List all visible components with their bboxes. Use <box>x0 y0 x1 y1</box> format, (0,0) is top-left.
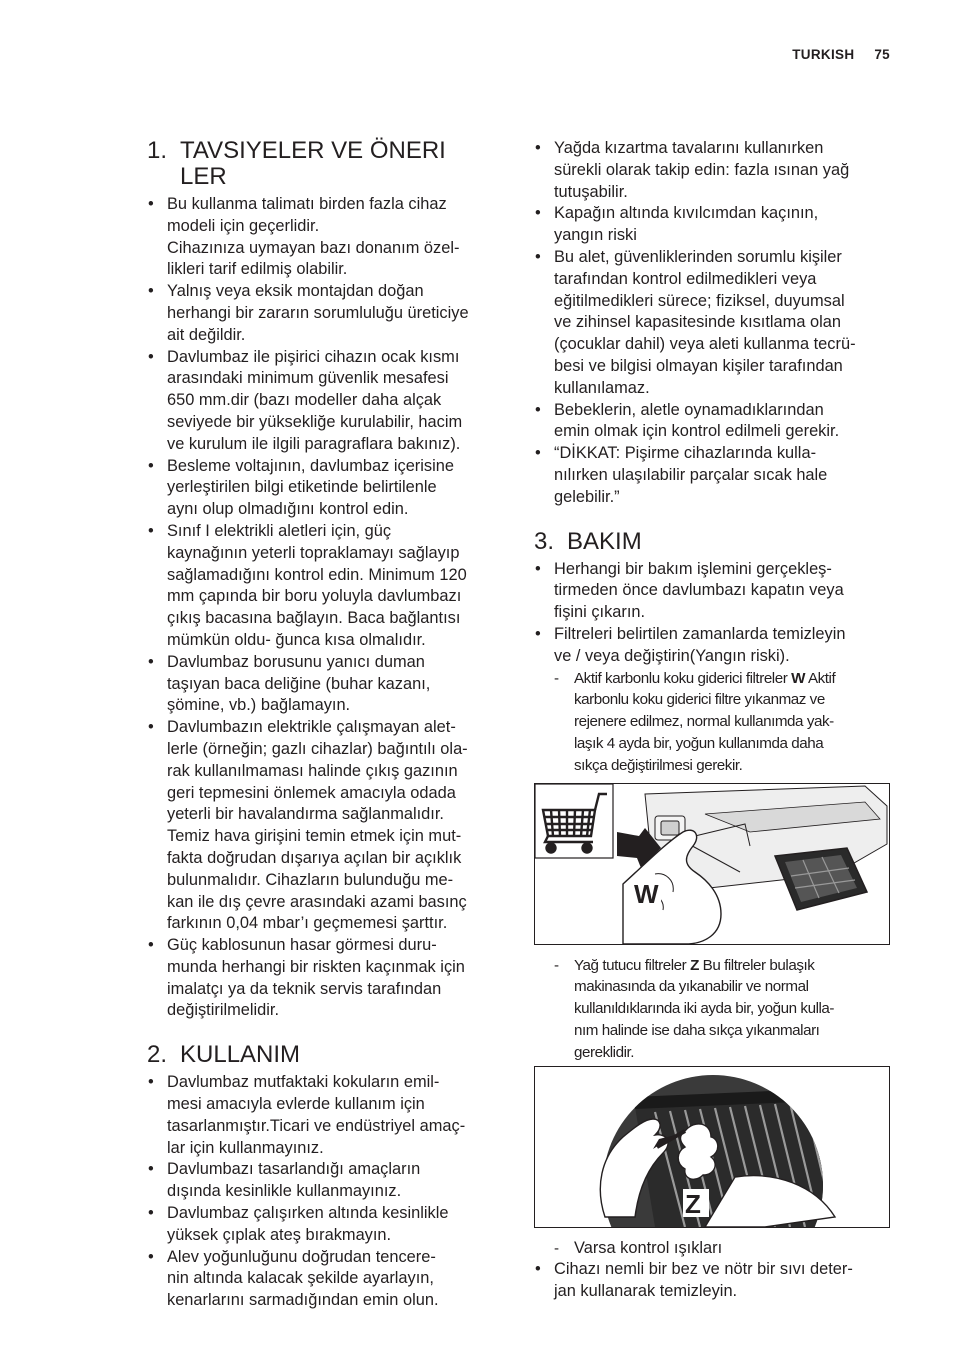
text-line: emin olmak için kontrol edilmeli gerekir. <box>554 422 840 441</box>
text-line: yeterli bir havalandırma sağlanmalıdır. <box>167 805 444 824</box>
bullet-list <box>534 138 890 509</box>
section-title-line: KULLANIM <box>180 1041 301 1069</box>
text-line: Temiz hava girişini temin etmek için mut- <box>167 827 462 846</box>
text-line: tasarlanmıştır.Ticari ve endüstriyel amaç- <box>167 1116 466 1135</box>
top-mask <box>603 1067 823 1075</box>
text-line: • Filtreleri belirtilen zamanlarda temizleyin <box>554 624 846 643</box>
left-column <box>147 138 503 1332</box>
text-line: besi ve bilgisi olmayan kişiler tarafından <box>554 356 843 375</box>
dash-item-carbon-filter <box>534 668 890 777</box>
text-line: mm çapında bir boru yoluyla davlumbazı <box>167 587 462 606</box>
section-number: 1. <box>147 137 168 164</box>
text-line: 650 mm.dir (bazı modeller daha alçak <box>167 391 442 410</box>
text-line: fişini çıkarın. <box>554 603 646 622</box>
text-line: imalatçı ya da teknik servis tarafından <box>167 979 442 998</box>
text-line: lar için kullanmayınız. <box>167 1138 324 1157</box>
text-line: • Kapağın altında kıvılcımdan kaçının, <box>554 204 819 223</box>
list-item <box>147 717 503 935</box>
list-item <box>147 194 503 281</box>
text-line: • Sınıf I elektrikli aletleri için, güç <box>167 521 392 540</box>
text-line: arasındaki minimum güvenlik mesafesi <box>167 369 449 388</box>
text-line: karbonlu koku giderici filtre yıkanmaz ve <box>574 691 825 709</box>
bullet-list <box>147 1072 503 1312</box>
text-line: • Güç kablosunun hasar görmesi duru- <box>167 936 437 955</box>
text-line: tarafından kontrol edilmedikleri veya <box>554 269 817 288</box>
grease-filter-illustration <box>535 1067 889 1227</box>
text-line: • Besleme voltajının, davlumbaz içerisine <box>167 456 454 475</box>
text-line: dışında kesinlikle kullanmayınız. <box>167 1182 402 1201</box>
text-line: • Alev yoğunluğunu doğrudan tencere- <box>167 1247 436 1266</box>
text-line: gereklidir. <box>574 1043 635 1061</box>
bullet-list <box>534 559 890 777</box>
text-fragment: Bu filtreler bulaşık <box>702 956 815 974</box>
text-line: • Bebeklerin, aletle oynamadıklarından <box>554 400 824 419</box>
text-line: fakta doğrudan dışarıya açılan bir açıklık <box>167 848 462 867</box>
list-item <box>147 347 503 456</box>
list-item <box>534 138 890 203</box>
text-line: • Yağda kızartma tavalarını kullanırken <box>554 139 824 157</box>
text-line: • Herhangi bir bakım işlemini gerçekleş- <box>554 559 832 578</box>
text-line: • “DİKKAT: Pişirme cihazlarında kulla- <box>554 444 817 463</box>
text-line: • Bu alet, güvenliklerinden sorumlu kişiler <box>554 247 842 266</box>
list-item <box>534 1259 890 1303</box>
list-item <box>147 456 503 521</box>
right-column <box>534 138 890 1303</box>
filter-letter: W <box>791 669 806 687</box>
text-line: aynı olup olmadığını kontrol edin. <box>167 500 409 519</box>
text-line: sağlamadığını kontrol edin. Minimum 120 <box>167 565 467 584</box>
text-line: Cihazınıza uymayan bazı donanım özel- <box>167 238 460 257</box>
carbon-filter-figure <box>534 783 890 945</box>
text-line: kullanılamaz. <box>554 378 650 397</box>
text-line: ve zihinsel kapasitesinde kısıtlama olan <box>554 313 841 332</box>
text-line: yerleştirilen bilgi etiketinde belirtilenle <box>167 478 437 497</box>
text-line: nin altında kalacak şekilde ayarlayın, <box>167 1269 434 1288</box>
dash-item-grease-filter <box>534 955 890 1064</box>
list-item <box>534 203 890 247</box>
text-line: jan kullanarak temizleyin. <box>554 1282 738 1301</box>
list-item <box>147 1159 503 1203</box>
text-line: nım halinde ise daha sıkça yıkanmaları <box>574 1021 820 1039</box>
section-heading <box>147 1042 503 1068</box>
language-label: TURKISH <box>792 47 855 62</box>
text-line: tutuşabilir. <box>554 182 628 201</box>
section-recommendations <box>147 138 503 1022</box>
section-number: 3. <box>534 527 555 555</box>
text-line: ve kurulum ile ilgili paragraflara bakınız). <box>167 434 461 453</box>
text-line: sürekli olarak takip edin: fazla ısınan yağ <box>554 160 850 179</box>
figure-label-w: W <box>634 878 659 909</box>
bullet-list <box>147 194 503 1022</box>
bullet-list <box>534 955 890 1064</box>
text-line: • Davlumbazı tasarlandığı amaçların <box>167 1160 421 1179</box>
text-line: modeli için geçerlidir. <box>167 216 320 235</box>
text-line: çıkış bacasına bağlayın. Baca bağlantısı <box>167 609 461 628</box>
text-line <box>574 955 890 977</box>
text-line: • Yalnış veya eksik montajdan doğan <box>167 282 424 301</box>
text-fragment: Yağ tutucu filtreler <box>574 956 687 974</box>
list-item <box>534 559 890 624</box>
section-heading <box>534 529 890 555</box>
text-line: eğitilmedikleri sürece; fiziksel, duyumsal <box>554 291 845 310</box>
text-line: - Varsa kontrol ışıkları <box>574 1238 723 1257</box>
list-item <box>147 521 503 652</box>
list-item <box>534 247 890 400</box>
text-line: kaynağının yeterli topraklamayı sağlayıp <box>167 543 460 562</box>
text-line: kan ile dış çevre arasındaki azami basınç <box>167 892 467 911</box>
text-line: • Davlumbaz borusunu yanıcı duman <box>167 652 425 671</box>
section-title-line: LER <box>180 163 227 190</box>
text-line: şömine, vb.) bağlamayın. <box>167 696 351 715</box>
dash-item-control-lights <box>534 1238 890 1260</box>
list-item <box>147 1203 503 1247</box>
section-title: BAKIM <box>567 527 642 555</box>
page-header <box>792 47 890 62</box>
carbon-filter-illustration <box>535 784 889 944</box>
section-usage <box>147 1042 503 1312</box>
text-line: tirmeden önce davlumbazı kapatın veya <box>554 581 844 600</box>
text-line: • Cihazı nemli bir bez ve nötr bir sıvı deter- <box>554 1260 853 1279</box>
text-line: yangın riski <box>554 226 637 245</box>
list-item <box>147 652 503 717</box>
text-line: yüksek çıplak ateş bırakmayın. <box>167 1225 392 1244</box>
section-heading <box>147 138 503 190</box>
text-line: • Davlumbazın elektrikle çalışmayan alet- <box>167 718 456 737</box>
text-line: seviyede bir yüksekliğe kurulabilir, hacim <box>167 412 463 431</box>
text-fragment: Aktif <box>807 669 836 687</box>
list-item <box>147 935 503 1022</box>
text-line: nılırken ulaşılabilir parçalar sıcak hale <box>554 465 828 484</box>
text-line: munda herhangi bir riskten kaçınmak için <box>167 957 465 976</box>
text-line: laşık 4 ayda bir, yoğun kullanımda daha <box>574 734 824 752</box>
filter-letter: Z <box>690 956 699 974</box>
text-line: geri tepmesini önlemek amacıyla odada <box>167 783 456 802</box>
text-line: • Davlumbaz ile pişirici cihazın ocak kısmı <box>167 347 460 366</box>
list-item <box>147 281 503 346</box>
page-number: 75 <box>874 47 890 62</box>
text-line: lerle (örneğin; gazlı cihazlar) bağıntılı ola- <box>167 739 468 758</box>
list-item <box>534 400 890 444</box>
text-line: rak kullanılmaması halinde çıkış gazının <box>167 761 458 780</box>
text-line: herhangi bir zararın sorumluluğu üreticiye <box>167 303 469 322</box>
text-line: likleri tarif edilmiş olabilir. <box>167 260 348 279</box>
list-item <box>534 443 890 508</box>
text-line: rejenere edilmez, normal kullanımda yak- <box>574 713 834 731</box>
section-maintenance <box>534 529 890 1303</box>
text-line: sıkça değiştirilmesi gerekir. <box>574 756 743 774</box>
figure-label-z: Z <box>685 1188 701 1219</box>
text-line: kenarlarını sarmadığından emin olun. <box>167 1291 439 1310</box>
text-fragment: Aktif karbonlu koku giderici filtreler <box>574 669 788 687</box>
text-line: değiştirilmelidir. <box>167 1001 280 1020</box>
text-line: bulunmalıdır. Cihazların bulunduğu me- <box>167 870 454 889</box>
grease-filter-figure <box>534 1066 890 1228</box>
text-line: • Davlumbaz mutfaktaki kokuların emil- <box>167 1073 440 1092</box>
list-item <box>147 1247 503 1312</box>
text-line: (çocuklar dahil) veya aleti kullanma tecrü- <box>554 335 856 354</box>
text-line <box>574 668 890 690</box>
text-line: • Davlumbaz çalışırken altında kesinlikle <box>167 1204 449 1223</box>
section-number: 2. <box>147 1041 168 1069</box>
text-line: ait değildir. <box>167 325 246 344</box>
text-line: kullanıldıklarında iki ayda bir, yoğun kulla- <box>574 1000 835 1018</box>
text-line: mesi amacıyla evlerde kullanım için <box>167 1095 425 1114</box>
text-line: gelebilir.” <box>554 487 620 506</box>
text-line: ve / veya değiştirin(Yangın riski). <box>554 646 790 665</box>
text-line: makinasında da yıkanabilir ve normal <box>574 978 809 996</box>
text-line: taşıyan baca deliğine (buhar kazanı, <box>167 674 431 693</box>
text-line: • Bu kullanma talimatı birden fazla cihaz <box>167 195 447 213</box>
bullet-list <box>534 1238 890 1303</box>
section-title-line: TAVSIYELER VE ÖNERI <box>180 137 446 164</box>
text-line: farkının 0,04 mbar’ı geçmemesi şarttır. <box>167 914 448 933</box>
list-item <box>534 624 890 668</box>
text-line: mümkün oldu- ğunca kısa olmalıdır. <box>167 630 426 649</box>
list-item <box>147 1072 503 1159</box>
